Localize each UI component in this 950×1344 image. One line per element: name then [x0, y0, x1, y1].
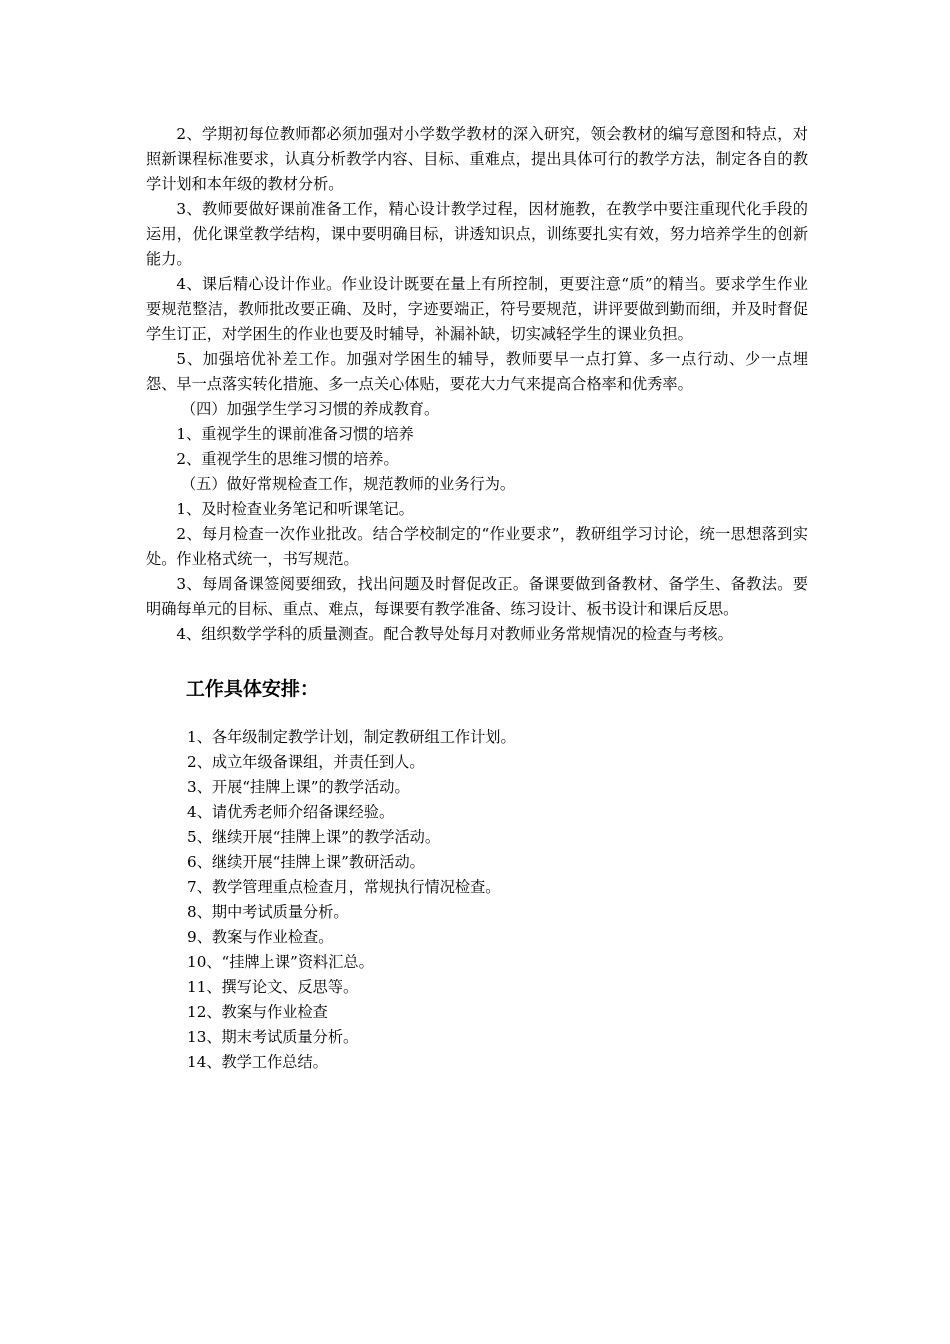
section-4-item: 1、重视学生的课前准备习惯的培养 — [176, 425, 414, 443]
section-5-item: 2、每月检查一次作业批改。结合学校制定的“作业要求”，教研组学习讨论，统一思想落到实处。作业格式统一，书写规范。 — [146, 525, 808, 568]
schedule-item: 14、教学工作总结。 — [187, 1053, 328, 1071]
section-5-title: （五）做好常规检查工作，规范教师的业务行为。 — [180, 475, 516, 493]
schedule-item: 4、请优秀老师介绍备课经验。 — [187, 803, 395, 821]
schedule-item: 11、撰写论文、反思等。 — [187, 978, 359, 996]
schedule-item: 6、继续开展“挂牌上课”教研活动。 — [187, 853, 425, 871]
section-5-item: 3、每周备课签阅要细致，找出问题及时督促改正。备课要做到备教材、备学生、备教法。要明确每单元的目标、重点、难点，每课要有教学准备、练习设计、板书设计和课后反思。 — [146, 575, 808, 618]
paragraph-2: 2、学期初每位教师都必须加强对小学数学教材的深入研究，领会教材的编写意图和特点，对照新课程标准要求，认真分析教学内容、目标、重难点，提出具体可行的教学方法，制定各自的教学计划和本年级的教材分析。 — [146, 125, 808, 193]
schedule-list — [146, 725, 808, 1075]
paragraph-5: 5、加强培优补差工作。加强对学困生的辅导，教师要早一点打算、多一点行动、少一点埋怨、早一点落实转化措施、多一点关心体贴，要花大力气来提高合格率和优秀率。 — [146, 350, 808, 393]
paragraph-4: 4、课后精心设计作业。作业设计既要在量上有所控制，更要注意“质”的精当。要求学生作业要规范整洁，教师批改要正确、及时，字迹要端正，符号要规范，讲评要做到勤而细，并及时督促学生订正，对学困生的作业也要及时辅导，补漏补缺，切实减轻学生的课业负担。 — [146, 275, 808, 343]
schedule-item: 2、成立年级备课组，并责任到人。 — [187, 753, 425, 771]
schedule-heading: 工作具体安排： — [185, 678, 319, 700]
schedule-item: 5、继续开展“挂牌上课”的教学活动。 — [187, 828, 441, 846]
schedule-item: 9、教案与作业检查。 — [187, 928, 334, 946]
schedule-item: 13、期末考试质量分析。 — [187, 1028, 359, 1046]
schedule-item: 7、教学管理重点检查月，常规执行情况检查。 — [187, 878, 501, 896]
schedule-item: 3、开展“挂牌上课”的教学活动。 — [187, 778, 410, 796]
schedule-item: 1、各年级制定教学计划，制定教研组工作计划。 — [187, 728, 516, 746]
section-4-item: 2、重视学生的思维习惯的培养。 — [176, 450, 399, 468]
schedule-item: 12、教案与作业检查 — [187, 1003, 328, 1021]
paragraph-3: 3、教师要做好课前准备工作，精心设计教学过程，因材施教，在教学中要注重现代化手段的运用，优化课堂教学结构，课中要明确目标，讲透知识点，训练要扎实有效，努力培养学生的创新能力。 — [146, 200, 808, 268]
schedule-item: 10、“挂牌上课”资料汇总。 — [187, 953, 374, 971]
schedule-item: 8、期中考试质量分析。 — [187, 903, 349, 921]
section-4-title: （四）加强学生学习习惯的养成教育。 — [180, 400, 440, 418]
document-page — [146, 122, 808, 1075]
section-5-item: 1、及时检查业务笔记和听课笔记。 — [176, 500, 414, 518]
section-5-item: 4、组织数学学科的质量测查。配合教导处每月对教师业务常规情况的检查与考核。 — [176, 625, 733, 643]
